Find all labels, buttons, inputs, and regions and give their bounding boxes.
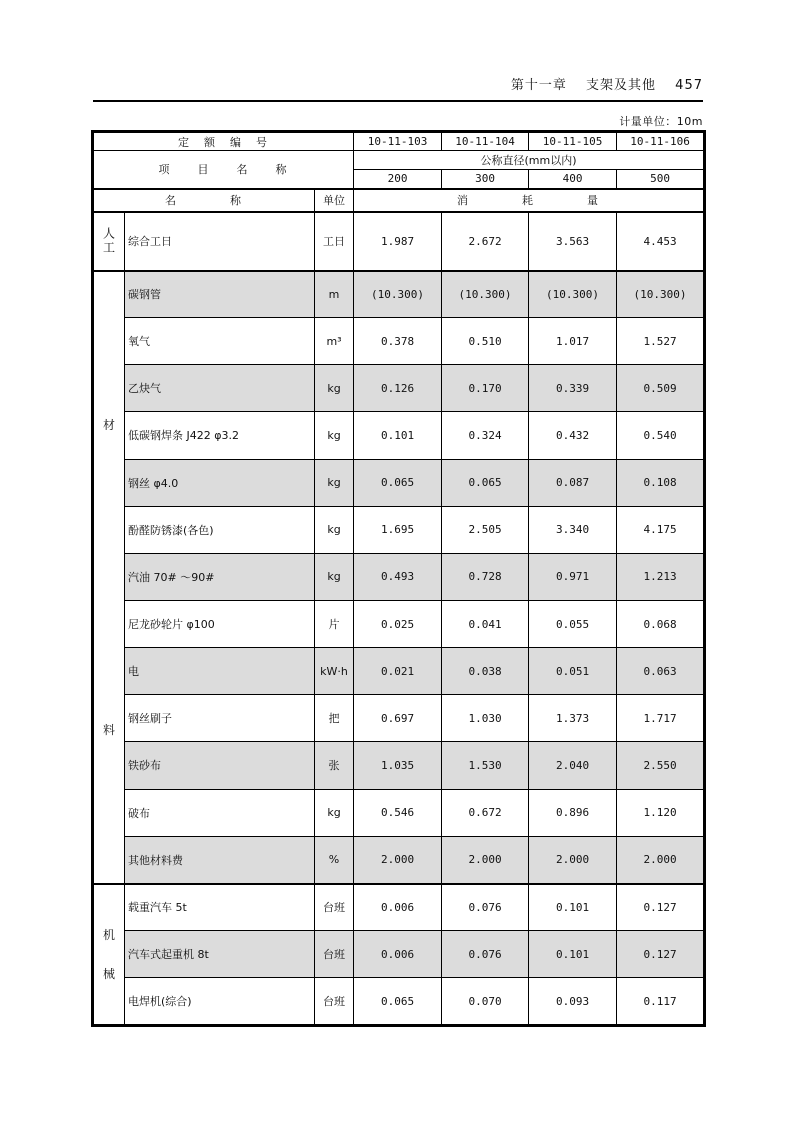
row-value: 0.101 (529, 931, 617, 978)
row-value: 0.378 (354, 318, 442, 365)
row-name: 电焊机(综合) (125, 978, 315, 1025)
row-unit: % (315, 836, 354, 883)
category-material (94, 271, 125, 884)
row-value: 0.065 (442, 459, 529, 506)
table-row (94, 884, 704, 931)
table-row (94, 931, 704, 978)
row-name: 铁砂布 (125, 742, 315, 789)
row-name: 其他材料费 (125, 836, 315, 883)
diameter-value: 200 (354, 170, 442, 189)
category-material-char: 材 (102, 417, 115, 432)
row-value: 2.000 (354, 836, 442, 883)
page-header (93, 70, 703, 102)
row-unit: 把 (315, 695, 354, 742)
consumption-header: 消 耗 量 (354, 189, 704, 212)
table-row (94, 506, 704, 553)
row-name: 碳钢管 (125, 271, 315, 318)
row-value: 0.672 (442, 789, 529, 836)
row-value: 0.728 (442, 553, 529, 600)
quota-code: 10-11-104 (442, 133, 529, 151)
row-unit: kW·h (315, 648, 354, 695)
row-value: 2.000 (442, 836, 529, 883)
row-value: 1.530 (442, 742, 529, 789)
row-value: 0.101 (529, 884, 617, 931)
row-name: 载重汽车 5t (125, 884, 315, 931)
row-value: 4.453 (617, 212, 704, 271)
row-value: 1.213 (617, 553, 704, 600)
row-value: 1.987 (354, 212, 442, 271)
row-name: 尼龙砂轮片 φ100 (125, 600, 315, 647)
diameter-value: 500 (617, 170, 704, 189)
row-value: 0.540 (617, 412, 704, 459)
table-row (94, 695, 704, 742)
row-value: 0.055 (529, 600, 617, 647)
row-unit: m³ (315, 318, 354, 365)
row-value: 0.006 (354, 884, 442, 931)
row-value: 2.000 (529, 836, 617, 883)
row-unit: 张 (315, 742, 354, 789)
row-value: 0.063 (617, 648, 704, 695)
table-row (94, 271, 704, 318)
row-value: 0.065 (354, 459, 442, 506)
quota-table (93, 132, 704, 1025)
row-value: 1.695 (354, 506, 442, 553)
row-value: 2.505 (442, 506, 529, 553)
row-unit: 台班 (315, 884, 354, 931)
row-value: 2.672 (442, 212, 529, 271)
table-row (94, 459, 704, 506)
row-value: 0.006 (354, 931, 442, 978)
category-labor: 人工 (94, 212, 125, 271)
row-name: 汽油 70# ～90# (125, 553, 315, 600)
table-row (94, 318, 704, 365)
row-value: 0.025 (354, 600, 442, 647)
row-value: 0.065 (354, 978, 442, 1025)
table-row (94, 789, 704, 836)
row-unit: kg (315, 412, 354, 459)
row-value: 0.493 (354, 553, 442, 600)
row-name: 乙炔气 (125, 365, 315, 412)
row-name: 汽车式起重机 8t (125, 931, 315, 978)
row-value: (10.300) (529, 271, 617, 318)
row-value: 0.697 (354, 695, 442, 742)
row-value: 0.127 (617, 884, 704, 931)
row-value: 0.068 (617, 600, 704, 647)
row-value: 0.093 (529, 978, 617, 1025)
row-name: 钢丝 φ4.0 (125, 459, 315, 506)
row-value: 0.021 (354, 648, 442, 695)
chapter-title: 第十一章 (510, 78, 567, 93)
row-name: 电 (125, 648, 315, 695)
row-value: 0.126 (354, 365, 442, 412)
row-value: 1.030 (442, 695, 529, 742)
row-value: 0.117 (617, 978, 704, 1025)
page-number: 457 (675, 78, 703, 93)
row-unit: 台班 (315, 931, 354, 978)
diameter-value: 300 (442, 170, 529, 189)
category-machinery (94, 884, 125, 1025)
row-name: 破布 (125, 789, 315, 836)
row-unit: kg (315, 365, 354, 412)
row-unit: m (315, 271, 354, 318)
category-machinery-char: 械 (102, 967, 115, 982)
table-row (94, 836, 704, 883)
table-row (94, 742, 704, 789)
running-head (505, 74, 703, 93)
quota-code: 10-11-103 (354, 133, 442, 151)
unit-column-header: 单位 (315, 189, 354, 212)
row-value: 0.546 (354, 789, 442, 836)
row-value: 1.373 (529, 695, 617, 742)
table-row (94, 365, 704, 412)
row-value: 0.339 (529, 365, 617, 412)
row-value: 0.051 (529, 648, 617, 695)
row-unit: kg (315, 553, 354, 600)
section-title: 支架及其他 (586, 78, 657, 93)
row-value: 0.432 (529, 412, 617, 459)
row-unit: kg (315, 789, 354, 836)
row-value: 0.038 (442, 648, 529, 695)
row-value: 0.324 (442, 412, 529, 459)
row-value: 2.040 (529, 742, 617, 789)
row-value: 3.340 (529, 506, 617, 553)
table-row (94, 412, 704, 459)
row-name: 钢丝刷子 (125, 695, 315, 742)
row-value: (10.300) (354, 271, 442, 318)
row-value: 0.076 (442, 884, 529, 931)
row-value: 2.000 (617, 836, 704, 883)
row-name: 氧气 (125, 318, 315, 365)
row-value: 0.971 (529, 553, 617, 600)
row-value: 0.087 (529, 459, 617, 506)
row-value: 0.108 (617, 459, 704, 506)
table-row (94, 648, 704, 695)
row-value: 0.127 (617, 931, 704, 978)
row-value: 0.101 (354, 412, 442, 459)
row-value: 0.896 (529, 789, 617, 836)
table-row (94, 553, 704, 600)
row-unit: kg (315, 506, 354, 553)
row-value: 1.035 (354, 742, 442, 789)
row-unit: 工日 (315, 212, 354, 271)
category-machinery-char: 机 (102, 928, 115, 943)
row-value: 2.550 (617, 742, 704, 789)
item-name-label: 项 目 名 称 (94, 151, 354, 189)
row-value: 1.017 (529, 318, 617, 365)
row-value: 3.563 (529, 212, 617, 271)
diameter-label: 公称直径(mm以内) (354, 151, 704, 170)
category-material-char: 料 (102, 723, 115, 738)
row-value: 0.041 (442, 600, 529, 647)
quota-number-label: 定 额 编 号 (94, 133, 354, 151)
quota-code: 10-11-105 (529, 133, 617, 151)
row-value: 0.076 (442, 931, 529, 978)
row-value: 1.120 (617, 789, 704, 836)
row-value: 0.070 (442, 978, 529, 1025)
row-value: 0.509 (617, 365, 704, 412)
row-name: 综合工日 (125, 212, 315, 271)
row-value: 0.170 (442, 365, 529, 412)
row-unit: 片 (315, 600, 354, 647)
name-column-header: 名 称 (94, 189, 315, 212)
unit-note: 计量单位：10m (619, 115, 703, 128)
row-value: 0.510 (442, 318, 529, 365)
row-unit: kg (315, 459, 354, 506)
table-row (94, 600, 704, 647)
row-value: 1.527 (617, 318, 704, 365)
row-unit: 台班 (315, 978, 354, 1025)
row-value: 1.717 (617, 695, 704, 742)
row-value: (10.300) (442, 271, 529, 318)
row-value: (10.300) (617, 271, 704, 318)
table-row (94, 212, 704, 271)
row-name: 低碳钢焊条 J422 φ3.2 (125, 412, 315, 459)
diameter-value: 400 (529, 170, 617, 189)
row-value: 4.175 (617, 506, 704, 553)
table-row (94, 978, 704, 1025)
quota-code: 10-11-106 (617, 133, 704, 151)
row-name: 酚醛防锈漆(各色) (125, 506, 315, 553)
